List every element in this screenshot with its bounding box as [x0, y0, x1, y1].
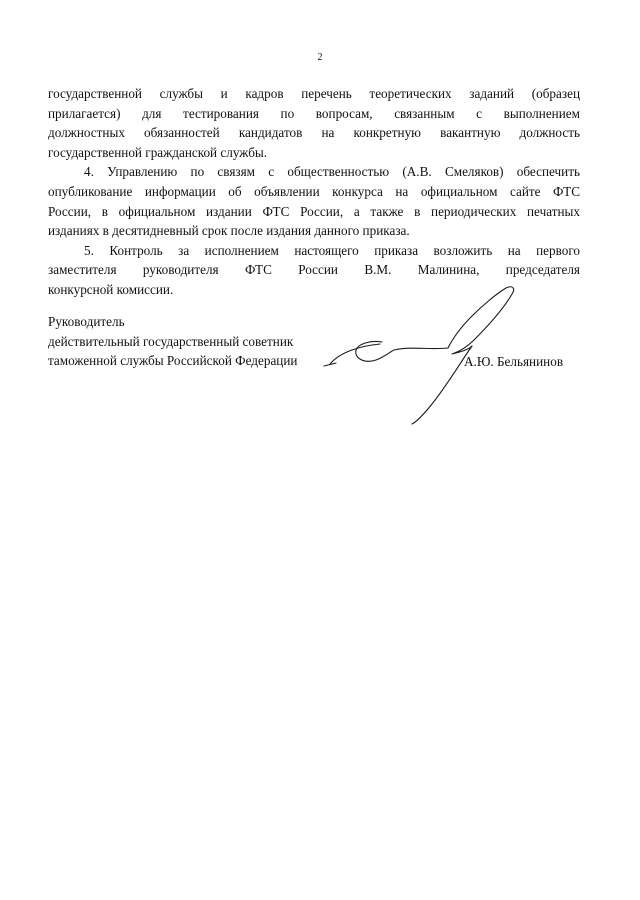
text-line: прилагается) для тестирования по вопросам, связанным с выполнением	[48, 105, 580, 121]
text-line: заместителя руководителя ФТС России В.М. Малинина, председателя	[48, 262, 580, 278]
text-line: государственной службы и кадров перечень теоретических заданий (образец	[48, 86, 580, 101]
page-number: 2	[317, 52, 323, 63]
signer-name: А.Ю. Бельянинов	[464, 354, 564, 369]
text-line: 5. Контроль за исполнением настоящего приказа возложить на первого	[84, 242, 580, 258]
signatory-rank-line-2: таможенной службы Российской Федерации	[48, 353, 298, 369]
text-line: конкурсной комиссии.	[48, 281, 174, 297]
text-line: изданиях в десятидневный срок после издания данного приказа.	[48, 223, 410, 239]
paragraph-continuation	[48, 84, 580, 162]
signatory-rank-line-1: действительный государственный советник	[48, 333, 294, 349]
text-line: опубликование информации об объявлении конкурса на официальном сайте ФТС	[48, 183, 580, 199]
signatory-position: Руководитель	[48, 314, 125, 329]
text-line: должностных обязанностей кандидатов на конкретную вакантную должность	[48, 125, 580, 141]
text-line: 4. Управлению по связям с общественностью (А.В. Смеляков) обеспечить	[84, 164, 580, 180]
text-line: России, в официальном издании ФТС России, а также в периодических печатных	[48, 203, 580, 219]
text-line: государственной гражданской службы.	[48, 144, 268, 160]
document-body	[48, 84, 580, 300]
paragraph-item-4	[48, 162, 580, 240]
